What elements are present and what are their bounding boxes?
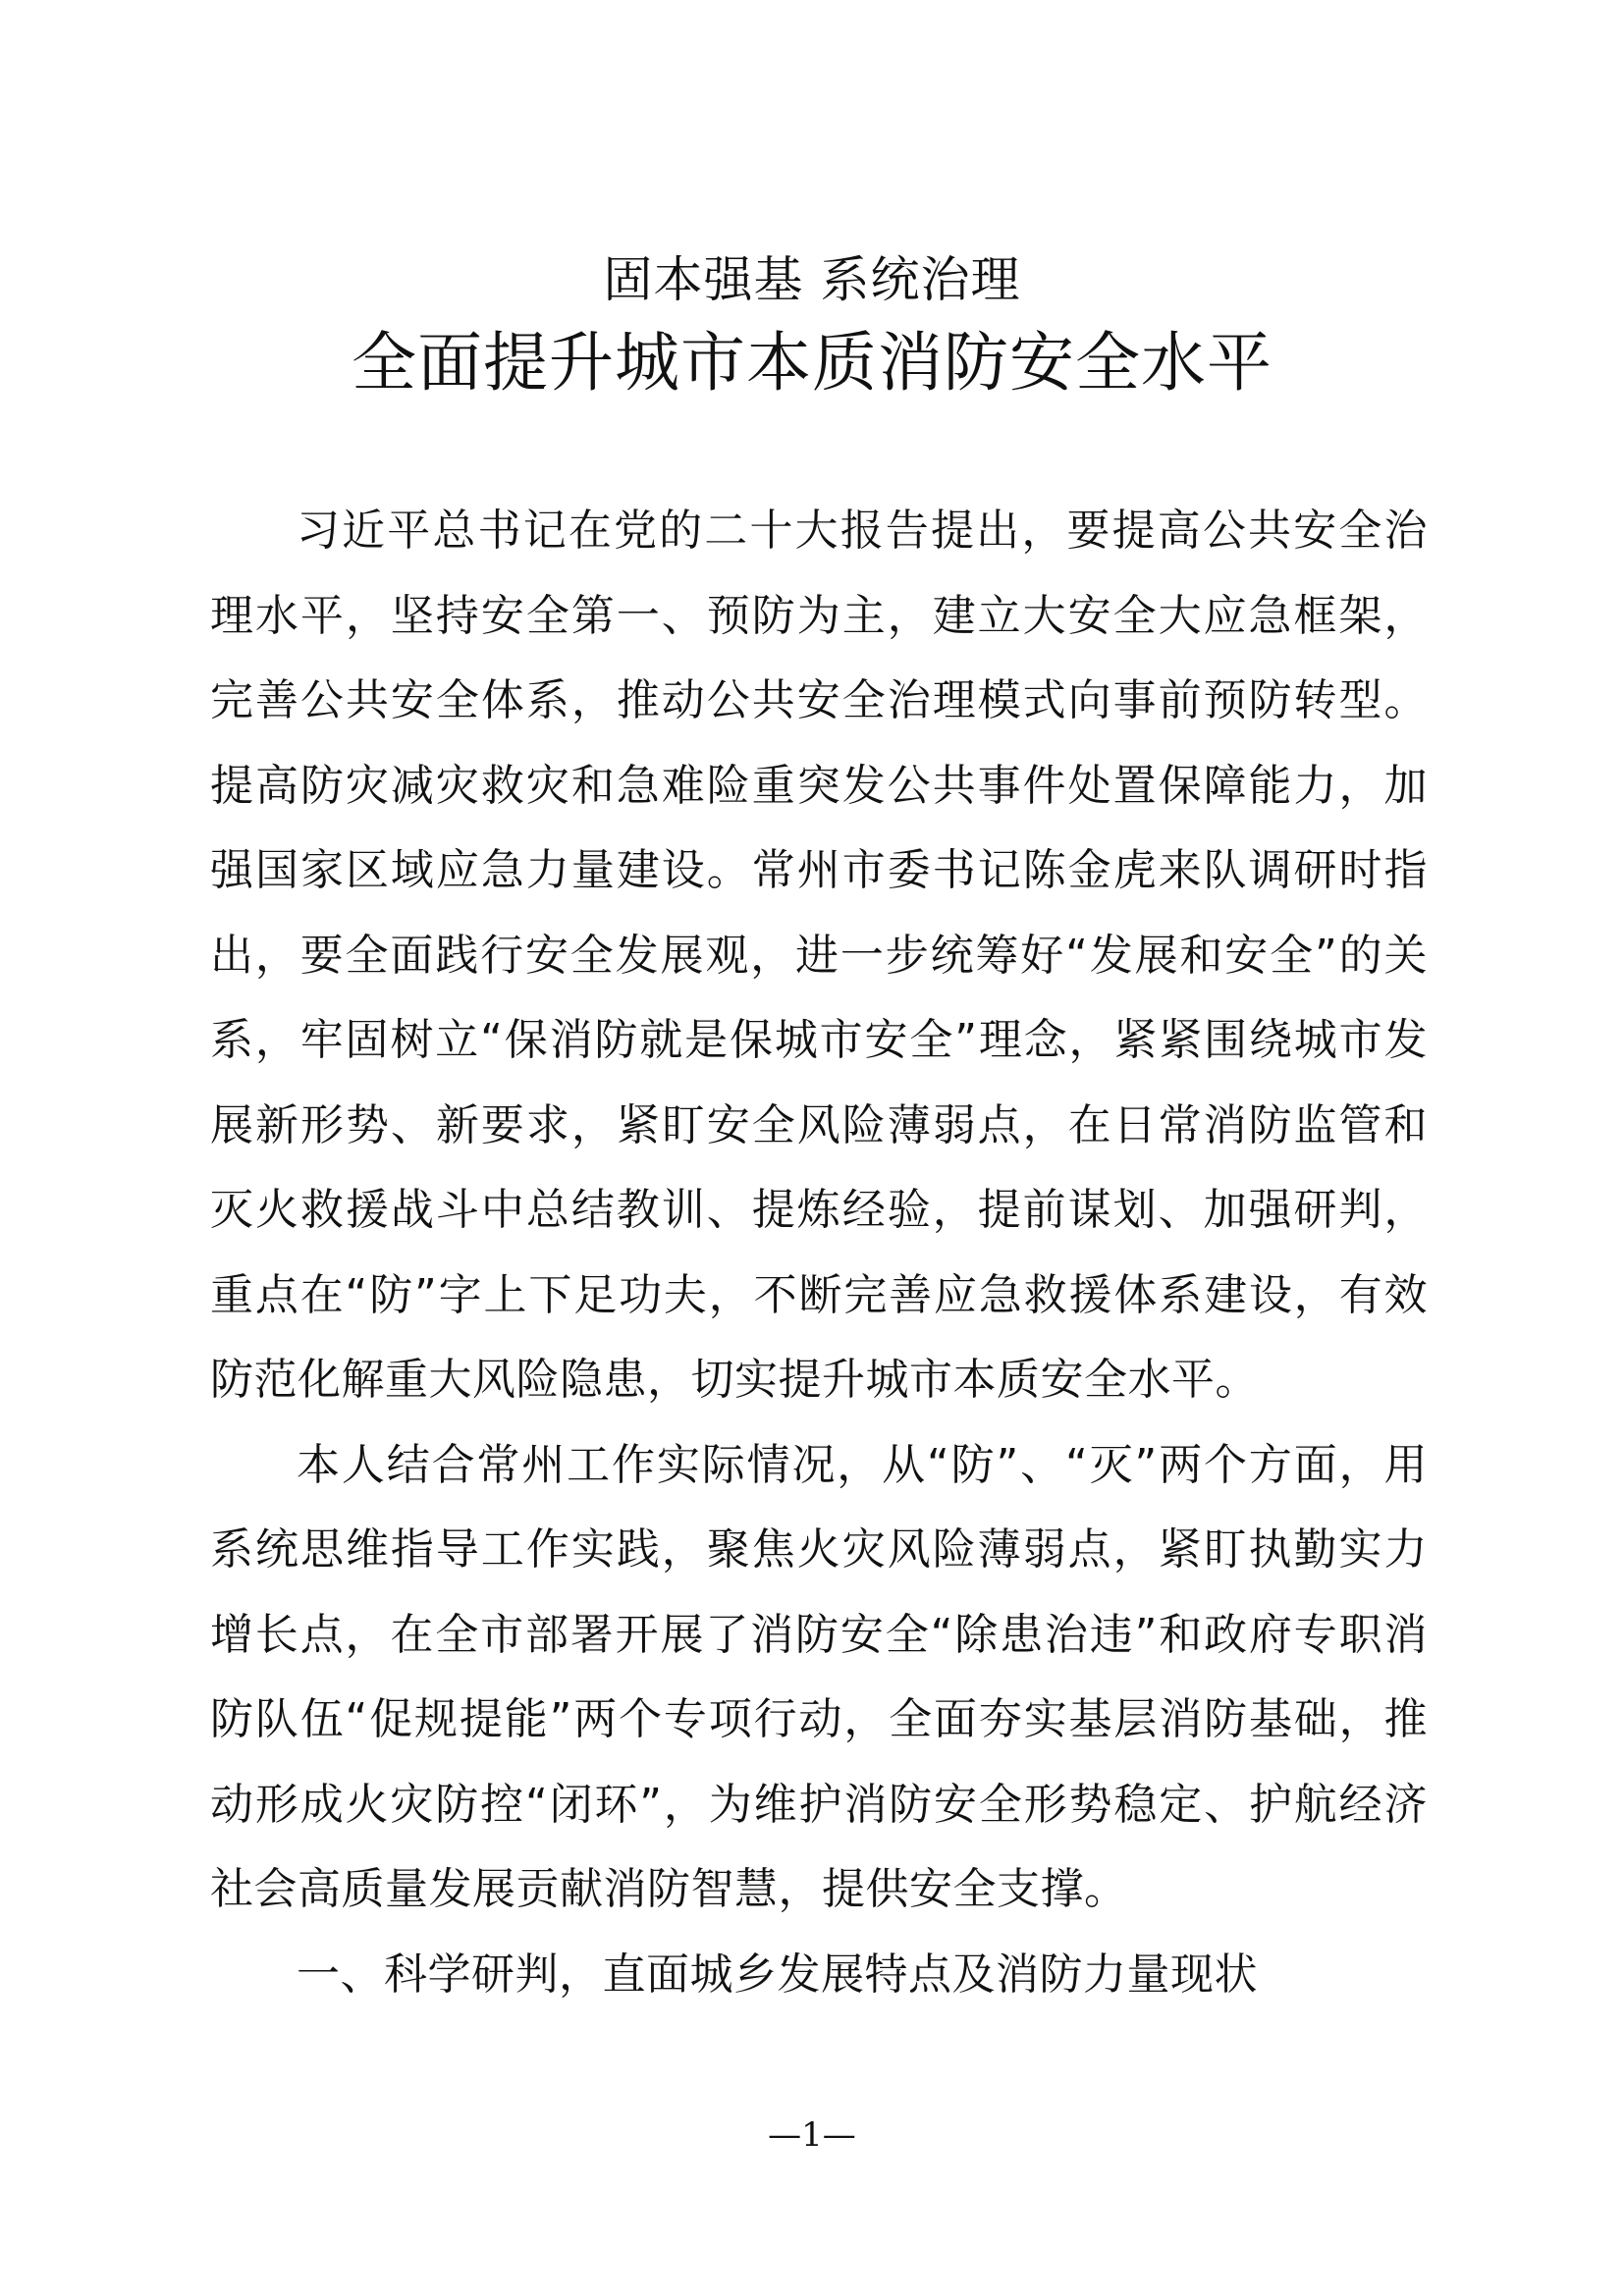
page-number: —1—	[768, 2115, 856, 2155]
body-paragraph-1: 习近平总书记在党的二十大报告提出，要提高公共安全治理水平，坚持安全第一、预防为主，建立大安全大应急框架，完善公共安全体系，推动公共安全治理模式向事前预防转型。提高防灾减灾救灾和急难险重突发公共事件处置保障能力，加强国家区域应急力量建设。常州市委书记陈金虎来队调研时指出，要全面践行安全发展观，进一步统筹好“发展和安全”的关系，牢固树立“保消防就是保城市安全”理念，紧紧围绕城市发展新形势、新要求，紧盯安全风险薄弱点，在日常消防监管和灭火救援战斗中总结教训、提炼经验，提前谋划、加强研判，重点在“防”字上下足功夫，不断完善应急救援体系建设，有效防范化解重大风险隐患，切实提升城市本质安全水平。	[210, 506, 1428, 1405]
document-body	[210, 489, 1428, 2017]
body-paragraph-2: 本人结合常州工作实际情况，从“防”、“灭”两个方面，用系统思维指导工作实践，聚焦火灾风险薄弱点，紧盯执勤实力增长点，在全市部署开展了消防安全“除患治违”和政府专职消防队伍“促规提能”两个专项行动，全面夯实基层消防基础，推动形成火灾防控“闭环”，为维护消防安全形势稳定、护航经济社会高质量发展贡献消防智慧，提供安全支撑。	[210, 1439, 1428, 1914]
document-title: 全面提升城市本质消防安全水平	[352, 325, 1272, 400]
section-heading-1: 一、科学研判，直面城乡发展特点及消防力量现状	[297, 1949, 1258, 2000]
document-subtitle: 固本强基 系统治理	[603, 251, 1021, 308]
